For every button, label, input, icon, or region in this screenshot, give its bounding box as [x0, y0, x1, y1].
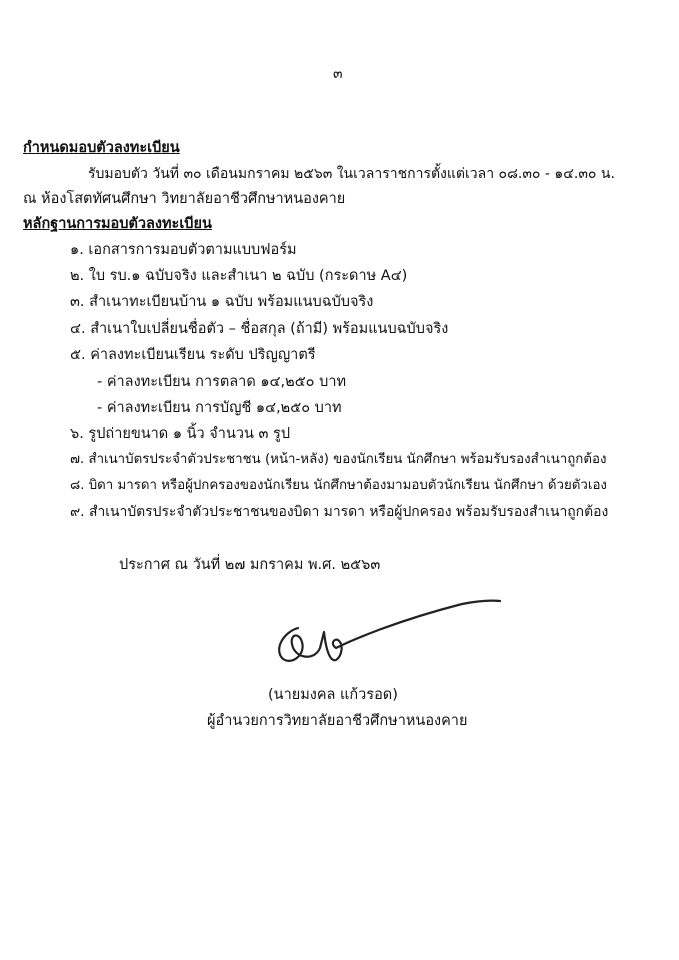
list-item: ๘. บิดา มารดา หรือผู้ปกครองของนักเรียน นักศึกษาต้องมามอบตัวนักเรียน นักศึกษา ด้วยตัวเอง: [70, 478, 607, 493]
list-item: ๕. ค่าลงทะเบียนเรียน ระดับ ปริญญาตรี: [70, 347, 316, 363]
page-number: ๓: [333, 66, 343, 82]
list-item: ๓. สำเนาทะเบียนบ้าน ๑ ฉบับ พร้อมแนบฉบับจริง: [70, 294, 374, 310]
signer-name: (นายมงคล แก้วรอด): [268, 687, 398, 703]
list-item: ๙. สำเนาบัตรประจำตัวประชาชนของบิดา มารดา หรือผู้ปกครอง พร้อมรับรองสำเนาถูกต้อง: [70, 504, 609, 520]
list-item: ๔. สำเนาใบเปลี่ยนชื่อตัว – ชื่อสกุล (ถ้ามี) พร้อมแนบฉบับจริง: [70, 321, 449, 337]
schedule-line-1: รับมอบตัว วันที่ ๓๐ เดือนมกราคม ๒๕๖๓ ในเวลาราชการตั้งแต่เวลา ๐๘.๓๐ - ๑๔.๓๐ น.: [88, 166, 615, 182]
signature-image: [272, 598, 512, 678]
announcement-date: ประกาศ ณ วันที่ ๒๗ มกราคม พ.ศ. ๒๕๖๓: [119, 557, 381, 573]
list-item: ๗. สำเนาบัตรประจำตัวประชาชน (หน้า-หลัง) ของนักเรียน นักศึกษา พร้อมรับรองสำเนาถูกต้อง: [70, 452, 607, 467]
schedule-line-2: ณ ห้องโสตทัศนศึกษา วิทยาลัยอาชีวศึกษาหนองคาย: [23, 191, 346, 207]
signer-position: ผู้อำนวยการวิทยาลัยอาชีวศึกษาหนองคาย: [207, 713, 468, 729]
list-sub-item: - ค่าลงทะเบียน การบัญชี ๑๔,๒๕๐ บาท: [97, 400, 342, 416]
list-item: ๒. ใบ รบ.๑ ฉบับจริง และสำเนา ๒ ฉบับ (กระดาษ A๔): [70, 268, 408, 284]
section-heading-documents: หลักฐานการมอบตัวลงทะเบียน: [23, 216, 212, 232]
list-sub-item: - ค่าลงทะเบียน การตลาด ๑๔,๒๕๐ บาท: [97, 374, 347, 390]
list-item: ๑. เอกสารการมอบตัวตามแบบฟอร์ม: [70, 242, 297, 258]
list-item: ๖. รูปถ่ายขนาด ๑ นิ้ว จำนวน ๓ รูป: [70, 426, 291, 442]
section-heading-schedule: กำหนดมอบตัวลงทะเบียน: [23, 140, 180, 156]
